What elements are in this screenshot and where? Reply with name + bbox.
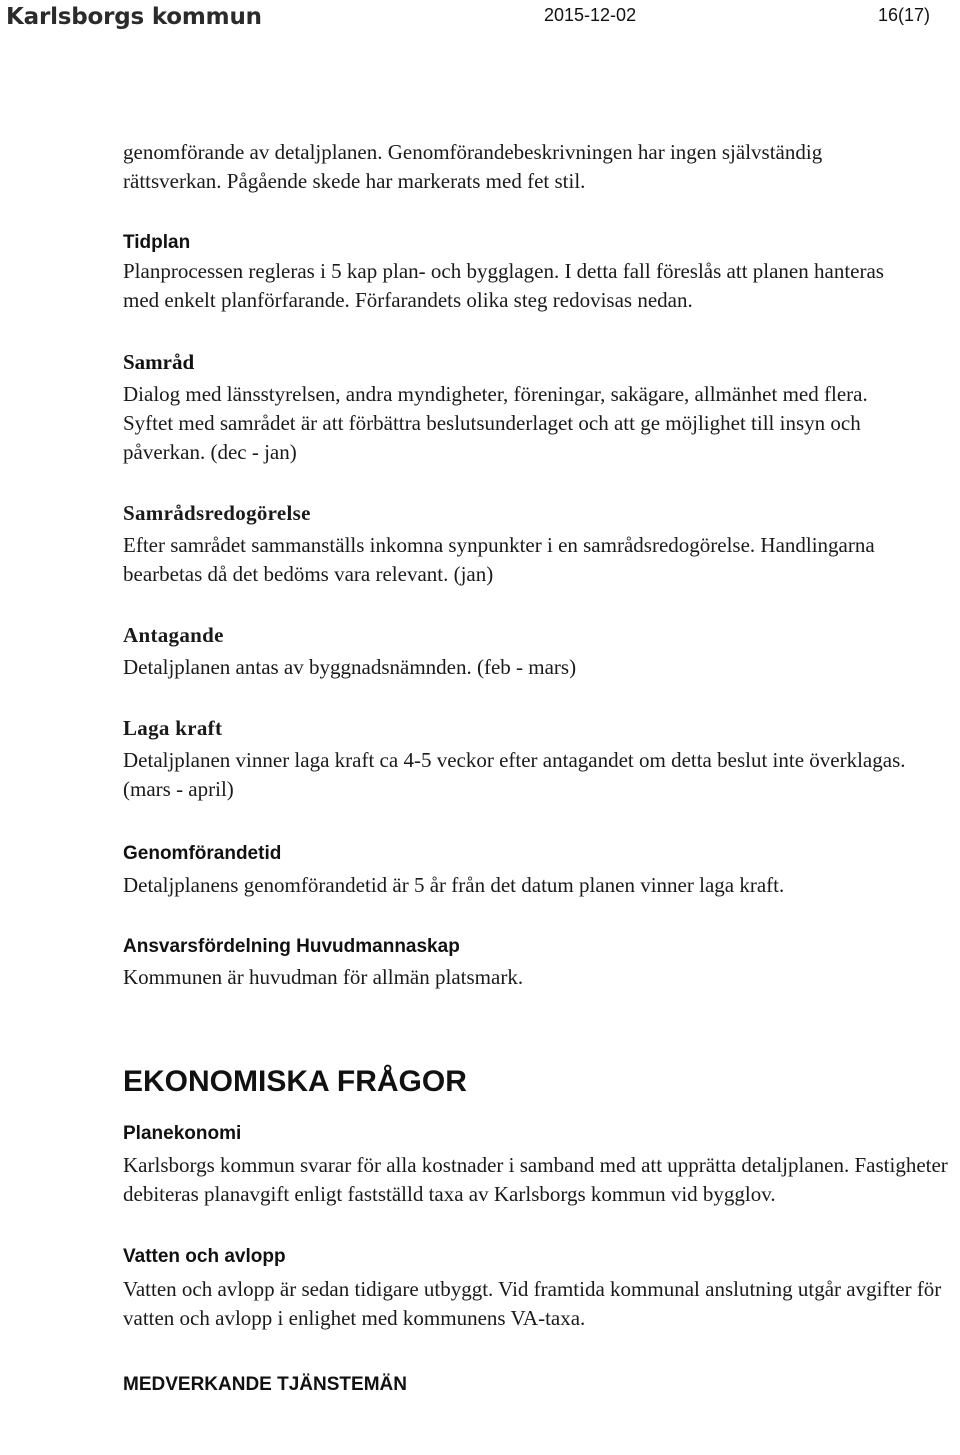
antagande-heading: Antagande (123, 623, 224, 647)
document-body (123, 138, 953, 1397)
intro-paragraph: genomförande av detaljplanen. Genomförandebeskrivningen har ingen självständig rättsverkan. Pågående skede har markerats med fet stil. (123, 140, 823, 193)
planekonomi-paragraph: Karlsborgs kommun svarar för alla kostnader i samband med att upprätta detaljplanen. Fastigheter debiteras planavgift enligt fastställd taxa av Karlsborgs kommun vid bygglov. (123, 1153, 948, 1206)
samradsredogorelse-heading: Samrådsredogörelse (123, 501, 311, 525)
medverkande-heading: MEDVERKANDE TJÄNSTEMÄN (123, 1374, 407, 1395)
tidplan-paragraph: Planprocessen regleras i 5 kap plan- och bygglagen. I detta fall föreslås att planen hanteras med enkelt planförfarande. Förfarandets olika steg redovisas nedan. (123, 259, 884, 312)
ansvar-paragraph: Kommunen är huvudman för allmän platsmark. (123, 965, 524, 989)
samrad-heading: Samråd (123, 350, 195, 374)
samrad-paragraph: Dialog med länsstyrelsen, andra myndigheter, föreningar, sakägare, allmänhet med flera. Syftet med samrådet är att förbättra beslutsunderlaget och att ge möjlighet till insyn och påverkan. (dec - jan) (123, 382, 868, 464)
genomforandetid-paragraph: Detaljplanens genomförandetid är 5 år från det datum planen vinner laga kraft. (123, 873, 785, 897)
vatten-avlopp-heading: Vatten och avlopp (123, 1246, 286, 1267)
laga-kraft-heading: Laga kraft (123, 716, 223, 740)
samradsredogorelse-paragraph: Efter samrådet sammanställs inkomna synpunkter i en samrådsredogörelse. Handlingarna bearbetas då det bedöms vara relevant. (jan) (123, 533, 875, 586)
document-date: 2015-12-02 (544, 5, 637, 25)
page-header (0, 0, 960, 34)
laga-kraft-paragraph: Detaljplanen vinner laga kraft ca 4-5 veckor efter antagandet om detta beslut inte överklagas. (mars - april) (123, 748, 906, 801)
vatten-avlopp-paragraph: Vatten och avlopp är sedan tidigare utbyggt. Vid framtida kommunal anslutning utgår avgifter för vatten och avlopp i enlighet med kommunens VA-taxa. (123, 1277, 942, 1330)
ekonomiska-fragor-heading: EKONOMISKA FRÅGOR (123, 1065, 467, 1098)
tidplan-heading: Tidplan (123, 232, 191, 253)
planekonomi-heading: Planekonomi (123, 1123, 242, 1144)
page-number: 16(17) (878, 5, 931, 25)
municipality-logo: Karlsborgs kommun (6, 4, 262, 30)
genomforandetid-heading: Genomförandetid (123, 843, 282, 864)
antagande-paragraph: Detaljplanen antas av byggnadsnämnden. (feb - mars) (123, 655, 577, 679)
ansvar-heading: Ansvarsfördelning Huvudmannaskap (123, 936, 460, 957)
